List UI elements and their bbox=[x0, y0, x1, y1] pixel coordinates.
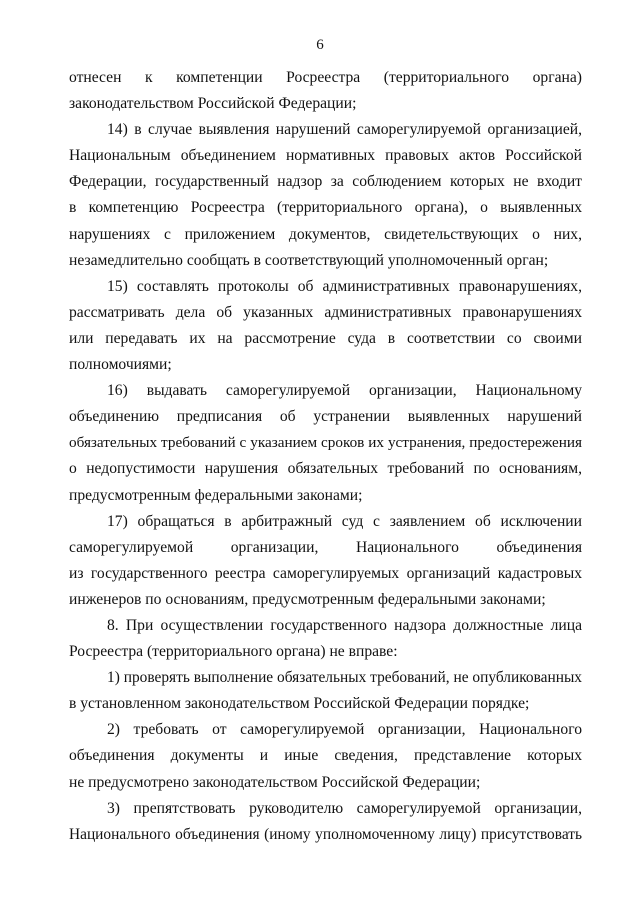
text-line: 17) обращаться в арбитражный суд с заявлением об исключении bbox=[107, 512, 582, 530]
text-line: саморегулируемой организации, Национального объединения bbox=[69, 538, 582, 556]
text-line: отнесен к компетенции Росреестра (территориального органа) bbox=[69, 69, 582, 86]
text-line: 3) препятствовать руководителю саморегулируемой организации, bbox=[107, 799, 582, 817]
text-line: 1) проверять выполнение обязательных требований, не опубликованных bbox=[107, 669, 582, 687]
text-line: не предусмотрено законодательством Российской Федерации; bbox=[69, 773, 481, 791]
page-number: 6 bbox=[316, 37, 324, 53]
text-line: 8. При осуществлении государственного надзора должностные лица bbox=[107, 616, 582, 634]
text-line: Национальным объединением нормативных правовых актов Российской bbox=[69, 147, 582, 165]
text-line: полномочиями; bbox=[69, 356, 172, 374]
text-line: инженеров по основаниям, предусмотренным федеральными законами; bbox=[69, 590, 546, 608]
text-line: предусмотренным федеральными законами; bbox=[69, 486, 363, 504]
document-body bbox=[69, 65, 582, 848]
text-line: законодательством Российской Федерации; bbox=[69, 95, 357, 113]
text-line: в компетенцию Росреестра (территориального органа), о выявленных bbox=[69, 199, 582, 217]
text-line: Национального объединения (иному уполномоченному лицу) присутствовать bbox=[69, 825, 582, 843]
text-line: о недопустимости нарушения обязательных требований по основаниям, bbox=[69, 460, 582, 478]
text-line: объединения документы и иные сведения, представление которых bbox=[69, 747, 582, 765]
text-line: незамедлительно сообщать в соответствующий уполномоченный орган; bbox=[69, 251, 549, 269]
text-line: обязательных требований с указанием сроков их устранения, предостережения bbox=[69, 434, 582, 452]
text-line: из государственного реестра саморегулируемых организаций кадастровых bbox=[69, 564, 582, 582]
text-line: 2) требовать от саморегулируемой организации, Национального bbox=[107, 721, 582, 739]
text-line: или передавать их на рассмотрение суда в соответствии со своими bbox=[69, 329, 582, 347]
text-line: 15) составлять протоколы об административных правонарушениях, bbox=[107, 277, 582, 295]
text-line: рассматривать дела об указанных административных правонарушениях bbox=[69, 303, 582, 321]
text-line: Росреестра (территориального органа) не вправе: bbox=[69, 643, 398, 661]
text-line: нарушениях с приложением документов, свидетельствующих о них, bbox=[69, 225, 582, 243]
text-line: Федерации, государственный надзор за соблюдением которых не входит bbox=[69, 173, 582, 191]
text-line: 16) выдавать саморегулируемой организации, Национальному bbox=[107, 382, 582, 400]
text-line: 14) в случае выявления нарушений саморегулируемой организацией, bbox=[107, 121, 582, 139]
text-line: в установленном законодательством Российской Федерации порядке; bbox=[69, 695, 530, 713]
text-line: объединению предписания об устранении выявленных нарушений bbox=[69, 408, 582, 426]
